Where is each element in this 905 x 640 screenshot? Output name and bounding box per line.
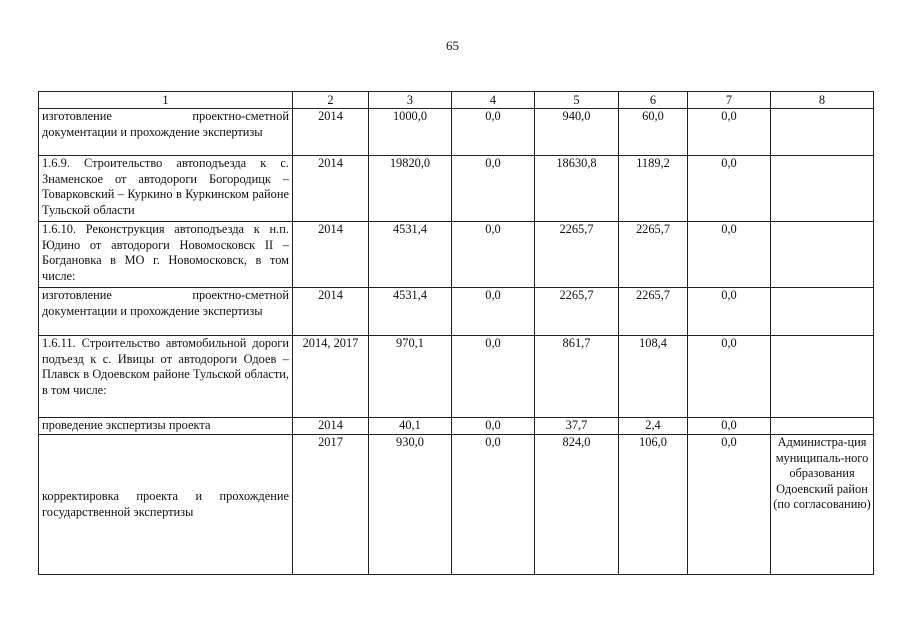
column-header: 5 [535, 92, 619, 109]
cell-col7: 0,0 [688, 336, 771, 418]
cell-executor [771, 222, 874, 288]
cell-col6: 60,0 [619, 109, 688, 156]
cell-col5: 940,0 [535, 109, 619, 156]
table-row [39, 222, 874, 288]
cell-executor [771, 418, 874, 435]
row-description: 1.6.10. Реконструкция автоподъезда к н.п. Юдино от автодороги Новомосковск II – Богдановка в МО г. Новомосковск, в том числе: [39, 222, 293, 288]
table-row [39, 336, 874, 418]
column-header: 2 [293, 92, 369, 109]
cell-col7: 0,0 [688, 288, 771, 336]
cell-col4: 0,0 [452, 336, 535, 418]
cell-year: 2014 [293, 222, 369, 288]
column-header: 4 [452, 92, 535, 109]
cell-col7: 0,0 [688, 109, 771, 156]
cell-col6: 2,4 [619, 418, 688, 435]
cell-executor [771, 156, 874, 222]
cell-col6: 1189,2 [619, 156, 688, 222]
cell-col4: 0,0 [452, 288, 535, 336]
column-header: 8 [771, 92, 874, 109]
cell-col6: 2265,7 [619, 222, 688, 288]
cell-col4: 0,0 [452, 156, 535, 222]
cell-col6: 2265,7 [619, 288, 688, 336]
cell-total: 970,1 [369, 336, 452, 418]
cell-year: 2017 [293, 435, 369, 575]
cell-total: 4531,4 [369, 288, 452, 336]
cell-year: 2014 [293, 418, 369, 435]
table-row [39, 156, 874, 222]
column-header: 1 [39, 92, 293, 109]
cell-executor: Администра-ция муниципаль-ного образования Одоевский район (по согласованию) [771, 435, 874, 575]
cell-col6: 106,0 [619, 435, 688, 575]
cell-total: 4531,4 [369, 222, 452, 288]
column-header: 3 [369, 92, 452, 109]
cell-total: 40,1 [369, 418, 452, 435]
cell-col4: 0,0 [452, 109, 535, 156]
row-description: изготовление проектно-сметной документации и прохождение экспертизы [39, 288, 293, 336]
funding-table [38, 91, 874, 575]
cell-year: 2014 [293, 156, 369, 222]
cell-total: 1000,0 [369, 109, 452, 156]
cell-col7: 0,0 [688, 222, 771, 288]
row-description: изготовление проектно-сметной документации и прохождение экспертизы [39, 109, 293, 156]
cell-col5: 2265,7 [535, 222, 619, 288]
cell-col5: 18630,8 [535, 156, 619, 222]
column-header: 7 [688, 92, 771, 109]
cell-executor [771, 336, 874, 418]
cell-year: 2014 [293, 109, 369, 156]
cell-total: 19820,0 [369, 156, 452, 222]
table-row [39, 288, 874, 336]
table-row [39, 435, 874, 575]
cell-total: 930,0 [369, 435, 452, 575]
cell-col6: 108,4 [619, 336, 688, 418]
cell-col7: 0,0 [688, 156, 771, 222]
row-description: 1.6.9. Строительство автоподъезда к с. Знаменское от автодороги Богородицк – Товарковский – Куркино в Куркинском районе Тульской области [39, 156, 293, 222]
cell-col7: 0,0 [688, 435, 771, 575]
cell-year: 2014, 2017 [293, 336, 369, 418]
cell-col5: 824,0 [535, 435, 619, 575]
cell-col5: 2265,7 [535, 288, 619, 336]
table-header-row [39, 92, 874, 109]
cell-executor [771, 109, 874, 156]
table-row [39, 109, 874, 156]
cell-col4: 0,0 [452, 418, 535, 435]
page-number: 65 [446, 38, 459, 53]
cell-col5: 861,7 [535, 336, 619, 418]
cell-col4: 0,0 [452, 222, 535, 288]
cell-year: 2014 [293, 288, 369, 336]
row-description: корректировка проекта и прохождение государственной экспертизы [39, 435, 293, 575]
cell-col4: 0,0 [452, 435, 535, 575]
row-description: 1.6.11. Строительство автомобильной дороги подъезд к с. Ивицы от автодороги Одоев – Плавск в Одоевском районе Тульской области, в том числе: [39, 336, 293, 418]
column-header: 6 [619, 92, 688, 109]
cell-executor [771, 288, 874, 336]
cell-col5: 37,7 [535, 418, 619, 435]
table-row [39, 418, 874, 435]
row-description: проведение экспертизы проекта [39, 418, 293, 435]
cell-col7: 0,0 [688, 418, 771, 435]
